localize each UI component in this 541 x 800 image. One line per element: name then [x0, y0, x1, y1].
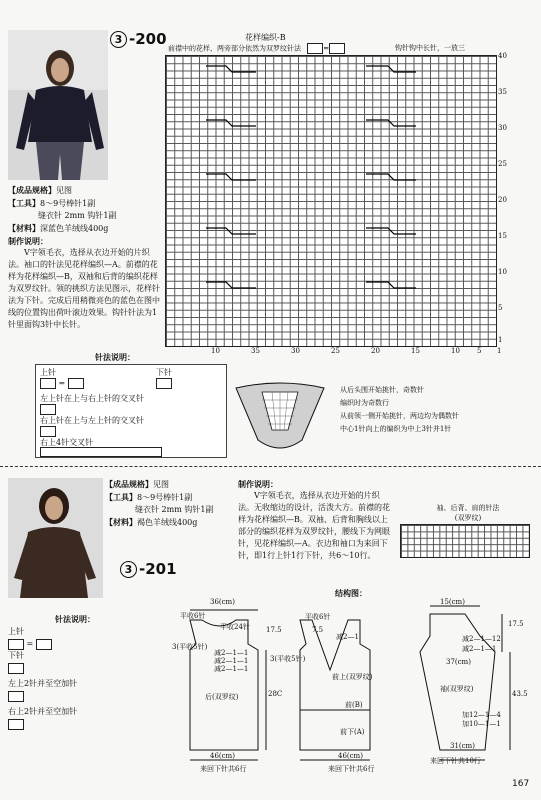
stitch-title-200: 针法说明：	[95, 352, 135, 362]
back-hem: 来回下针共6行	[200, 765, 247, 773]
stitch-title-201: 针法说明：	[55, 614, 95, 624]
front-dec: 减2—1	[336, 633, 359, 641]
spec-block-200	[8, 184, 160, 331]
spec-block-201	[105, 478, 235, 529]
spec-line	[105, 478, 235, 491]
cable-marks	[166, 56, 496, 346]
tick: 25	[498, 160, 507, 168]
cross2-symbol	[40, 426, 56, 437]
yo2-label: 右上2针并至空加针	[8, 707, 78, 716]
spec-value: 见图	[56, 186, 72, 195]
back-dec-3: 减2—1—1	[214, 665, 249, 673]
material-value: 褐色羊绒线400g	[137, 518, 198, 527]
symbol-box	[329, 43, 345, 54]
sleeve-dec-1: 减2—1—12	[462, 635, 501, 643]
sleeve-height: 43.5	[512, 690, 528, 698]
symbol-box	[307, 43, 323, 54]
tick: 15	[498, 232, 507, 240]
cross1-label: 左上针在上与右上针的交叉针	[40, 394, 144, 403]
material-value: 深蓝色羊绒线400g	[40, 224, 109, 233]
tick: 5	[498, 304, 503, 312]
sleeve-label: 袖(双罗纹)	[440, 685, 474, 693]
front-upper: 前上(双罗纹)	[332, 673, 373, 681]
front-h1: 17.5	[266, 626, 282, 634]
tick: 25	[331, 347, 340, 355]
pattern-code-text: -201	[139, 560, 177, 578]
front-flat: 平收6针	[305, 613, 331, 621]
yo2-symbol-row	[8, 718, 128, 730]
chart-note-text: 前襟中的花样，两旁部分依然为双罗纹针法	[168, 44, 301, 53]
pattern-number-circle: 3	[110, 31, 127, 48]
cross1-symbol	[40, 404, 56, 415]
tick: 10	[498, 268, 507, 276]
collar-diagram	[232, 378, 328, 458]
legend-down	[156, 367, 172, 389]
model-photo-201	[8, 478, 103, 598]
tool-label: 【工具】	[8, 198, 40, 208]
page-number: 167	[512, 779, 530, 789]
front-side: 3(平收5针)	[270, 655, 306, 663]
collar-shape	[232, 378, 328, 458]
tool-line-2: 缝衣针 2mm 钩针1副	[135, 505, 214, 514]
tool-line-2: 缝衣针 2mm 钩针1副	[38, 211, 117, 220]
down-label: 下针	[8, 651, 24, 660]
grid-bottom-ticks	[165, 347, 505, 357]
yo1-symbol-row	[8, 690, 128, 702]
up-equal-symbol	[68, 378, 84, 389]
collar-note: 编织时为奇数行	[340, 399, 389, 407]
back-side: 3(平收5针)	[172, 643, 208, 651]
spec-line	[8, 184, 160, 197]
front-lower: 前下(A)	[340, 728, 365, 736]
down-symbol-row	[8, 662, 128, 674]
pattern-number-circle: 3	[120, 561, 137, 578]
collar-note: 从前领一侧开始挑针，两边均为偶数针	[340, 412, 459, 420]
tool-label: 【工具】	[105, 492, 137, 502]
up-symbol-row: =	[8, 638, 128, 650]
tick: 10	[451, 347, 460, 355]
back-width-bottom: 46(cm)	[210, 752, 235, 760]
tool-value: 8～9号棒针1副	[137, 493, 193, 502]
pattern-grid-b	[165, 55, 497, 347]
stitch-legend-200	[35, 364, 227, 458]
back-width-top: 36(cm)	[210, 598, 235, 606]
collar-note: 中心1针向上的编织为中上3针并1针	[340, 425, 452, 433]
chart-title-200: 花样编织-B	[245, 33, 286, 42]
cross2-label: 右上针在上与左上针的交叉针	[40, 416, 144, 425]
grid-right-ticks	[498, 52, 512, 346]
back-dec-1: 减2—1—1	[214, 649, 249, 657]
front-hem: 来回下针共6行	[328, 765, 375, 773]
structure-title: 结构图：	[335, 588, 367, 598]
small-pattern-grid	[400, 524, 530, 558]
tick: 1	[498, 336, 503, 344]
up-symbol	[8, 639, 24, 650]
material-label: 【材料】	[8, 223, 40, 233]
up-label: 上针	[40, 368, 56, 377]
yo1-symbol	[8, 691, 24, 702]
legend-up: 上针 =	[40, 367, 84, 389]
tick: 5	[477, 347, 482, 355]
model-figure-200	[8, 30, 108, 180]
model-photo-200	[8, 30, 108, 180]
method-label: 制作说明：	[238, 479, 278, 489]
tick: 1	[497, 347, 502, 355]
up-label: 上针	[8, 627, 24, 636]
spec-value: 见图	[153, 480, 169, 489]
pattern-code-201	[120, 560, 177, 578]
tick: 10	[211, 347, 220, 355]
front-label: 前(B)	[345, 701, 363, 709]
back-label: 后(双罗纹)	[205, 693, 239, 701]
small-chart-subtitle: (双罗纹)	[454, 514, 482, 522]
yo2-symbol	[8, 719, 24, 730]
tick: 30	[498, 124, 507, 132]
sleeve-hem: 来回下针共10行	[430, 757, 481, 765]
tool-value: 8～9号棒针1副	[40, 199, 96, 208]
section-divider	[0, 466, 541, 467]
sleeve-h: 17.5	[508, 620, 524, 628]
material-line	[105, 516, 235, 529]
spec-label: 【成品规格】	[105, 479, 153, 489]
down-label: 下针	[156, 368, 172, 377]
small-chart-title	[408, 503, 528, 523]
back-flat24: 平收24针	[220, 623, 250, 631]
front-width-bottom: 46(cm)	[338, 752, 363, 760]
spec-label: 【成品规格】	[8, 185, 56, 195]
tick: 35	[498, 88, 507, 96]
back-height: 28C	[268, 690, 283, 698]
sleeve-dec-2: 减2—1—1	[462, 645, 497, 653]
sleeve-cuff: 31(cm)	[450, 742, 475, 750]
down-symbol	[8, 663, 24, 674]
sleeve-width: 37(cm)	[446, 658, 471, 666]
pattern-code-200	[110, 30, 167, 48]
up-symbol	[40, 378, 56, 389]
chart-note-crochet: 钩针钩中长针，一放三	[395, 44, 465, 52]
method-text: V字领毛衣，选择从衣边开始的片织法。袖口的针法见花样编织—A。前襟的花样为花样编织—B，双袖和后背的编织花样为双罗纹针。领的挑织方法见图示，花样针法为下针。完成后用稍微亮色的蓝色在图中线的位置钩出荷叶滚边效果。钩针针法为1针里面钩3针中长针。	[8, 248, 160, 329]
sleeve-top: 15(cm)	[440, 598, 465, 606]
front-neck: 7.5	[312, 626, 324, 634]
tick: 30	[291, 347, 300, 355]
down-symbol	[156, 378, 172, 389]
tick: 20	[371, 347, 380, 355]
sleeve-inc-1: 加12—1—4	[462, 711, 501, 719]
material-line	[8, 222, 160, 235]
cross3-symbol	[40, 447, 162, 457]
cross3-label: 右上4针交叉针	[40, 438, 94, 447]
method-text: V字领毛衣，选择从衣边开始的片织法。无收缩边的设计，活泼大方。前襟的花样为花样编织—B。双袖、后背和胸线以上部分的编织花样为双罗纹针，腰线下为网眼针，见花样编织—A。衣边和袖口为来回下针，即1行上针1行下针，共6～10行。	[238, 491, 390, 560]
back-flat: 平收6针	[180, 612, 206, 620]
material-label: 【材料】	[105, 517, 137, 527]
tick: 40	[498, 52, 507, 60]
tool-line	[8, 197, 160, 210]
small-chart-title-text: 袖、后背、肩的针法	[436, 504, 500, 512]
method-label: 制作说明：	[8, 236, 48, 246]
stitch-legend-201	[8, 626, 128, 750]
tick: 20	[498, 196, 507, 204]
sleeve-inc-2: 加10—1—1	[462, 720, 501, 728]
method-block-201	[238, 478, 392, 562]
tick: 15	[411, 347, 420, 355]
model-figure-201	[8, 478, 103, 598]
collar-notes	[340, 384, 459, 436]
pattern-code-text: -200	[129, 30, 167, 48]
tick: 35	[251, 347, 260, 355]
tool-line	[105, 491, 235, 504]
yo1-label: 左上2针并至空加针	[8, 679, 78, 688]
back-dec-2: 减2—1—1	[214, 657, 249, 665]
chart-note-200: 前襟中的花样，两旁部分依然为双罗纹针法 =	[168, 43, 345, 54]
up-equal-symbol	[36, 639, 52, 650]
collar-note: 从后头围开始挑针，奇数针	[340, 386, 424, 394]
